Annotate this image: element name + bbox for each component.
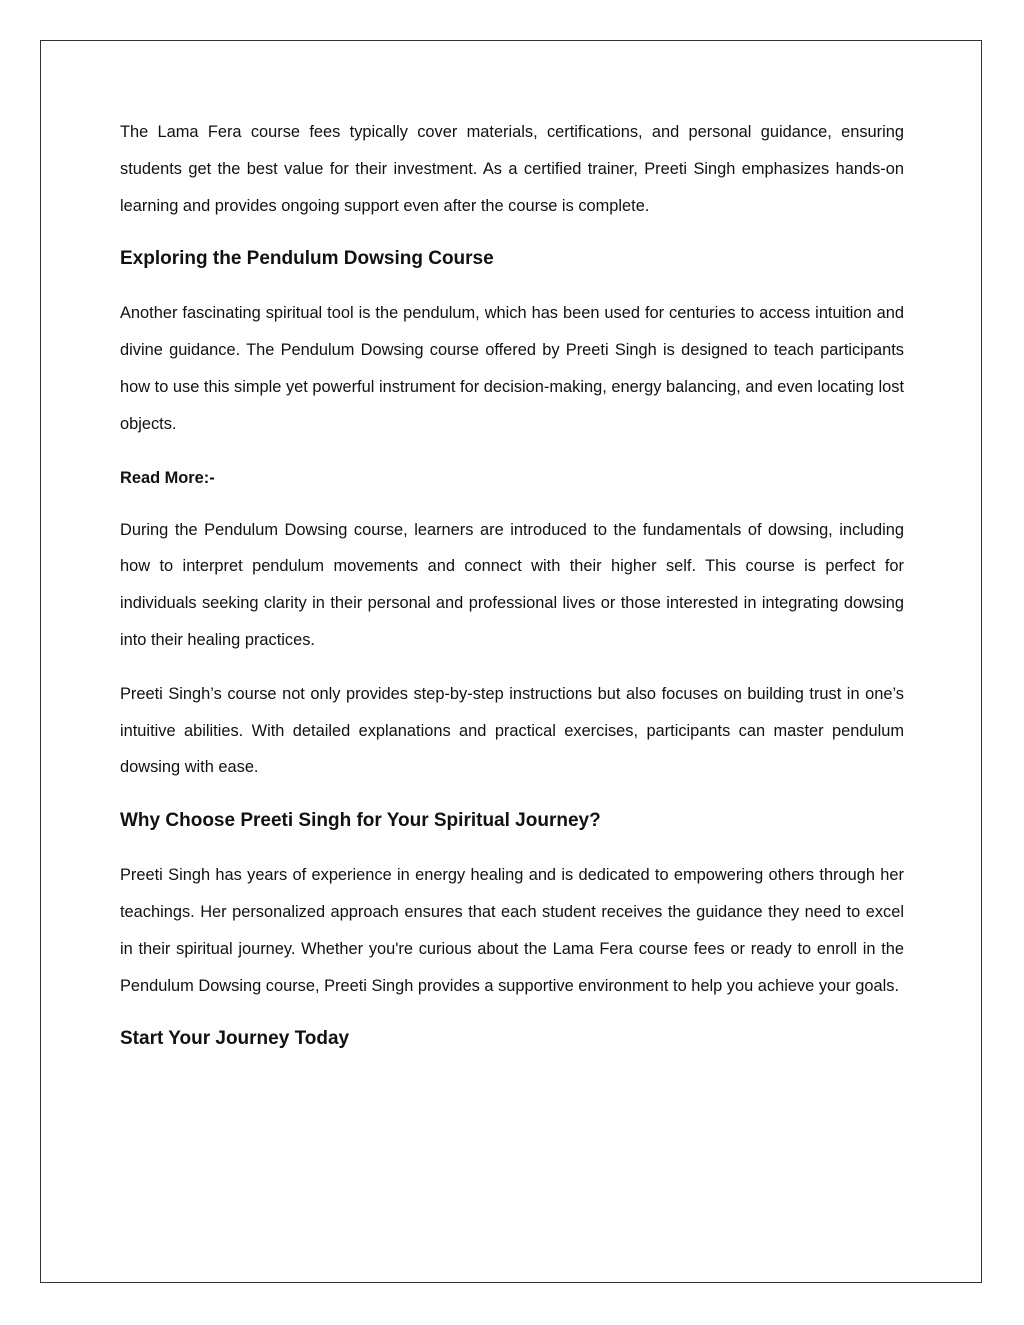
intro-paragraph: The Lama Fera course fees typically cover materials, certifications, and personal guidance, ensuring students get the best value for their investment. As a certified trainer, Preeti Singh emphasizes hands-on learning and provides ongoing support even after the course is complete. xyxy=(120,123,904,215)
why-choose-paragraph: Preeti Singh has years of experience in energy healing and is dedicated to empowering others through her teachings. Her personalized approach ensures that each student receives the guidance they need to excel in their spiritual journey. Whether you're curious about the Lama Fera course fees or ready to enroll in the Pendulum Dowsing course, Preeti Singh provides a supportive environment to help you achieve your goals. xyxy=(120,866,904,995)
preeti-course-paragraph: Preeti Singh’s course not only provides step-by-step instructions but also focuses on building trust in one’s intuitive abilities. With detailed explanations and practical exercises, participants can master pendulum dowsing with ease. xyxy=(120,684,904,777)
section-heading-start-journey: Start Your Journey Today xyxy=(120,1028,350,1050)
document-body xyxy=(120,114,904,1075)
section-heading-why-choose: Why Choose Preeti Singh for Your Spiritual Journey? xyxy=(120,810,601,832)
read-more-link[interactable]: Read More:- xyxy=(120,468,215,487)
section-heading-pendulum-dowsing: Exploring the Pendulum Dowsing Course xyxy=(120,248,494,270)
pendulum-intro-paragraph: Another fascinating spiritual tool is the pendulum, which has been used for centuries to access intuition and divine guidance. The Pendulum Dowsing course offered by Preeti Singh is designed to teach participants how to use this simple yet powerful instrument for decision-making, energy balancing, and even locating lost objects. xyxy=(120,304,904,433)
pendulum-course-paragraph: During the Pendulum Dowsing course, learners are introduced to the fundamentals of dowsing, including how to interpret pendulum movements and connect with their higher self. This course is perfect for individuals seeking clarity in their personal and professional lives or those interested in integrating dowsing into their healing practices. xyxy=(120,520,904,649)
